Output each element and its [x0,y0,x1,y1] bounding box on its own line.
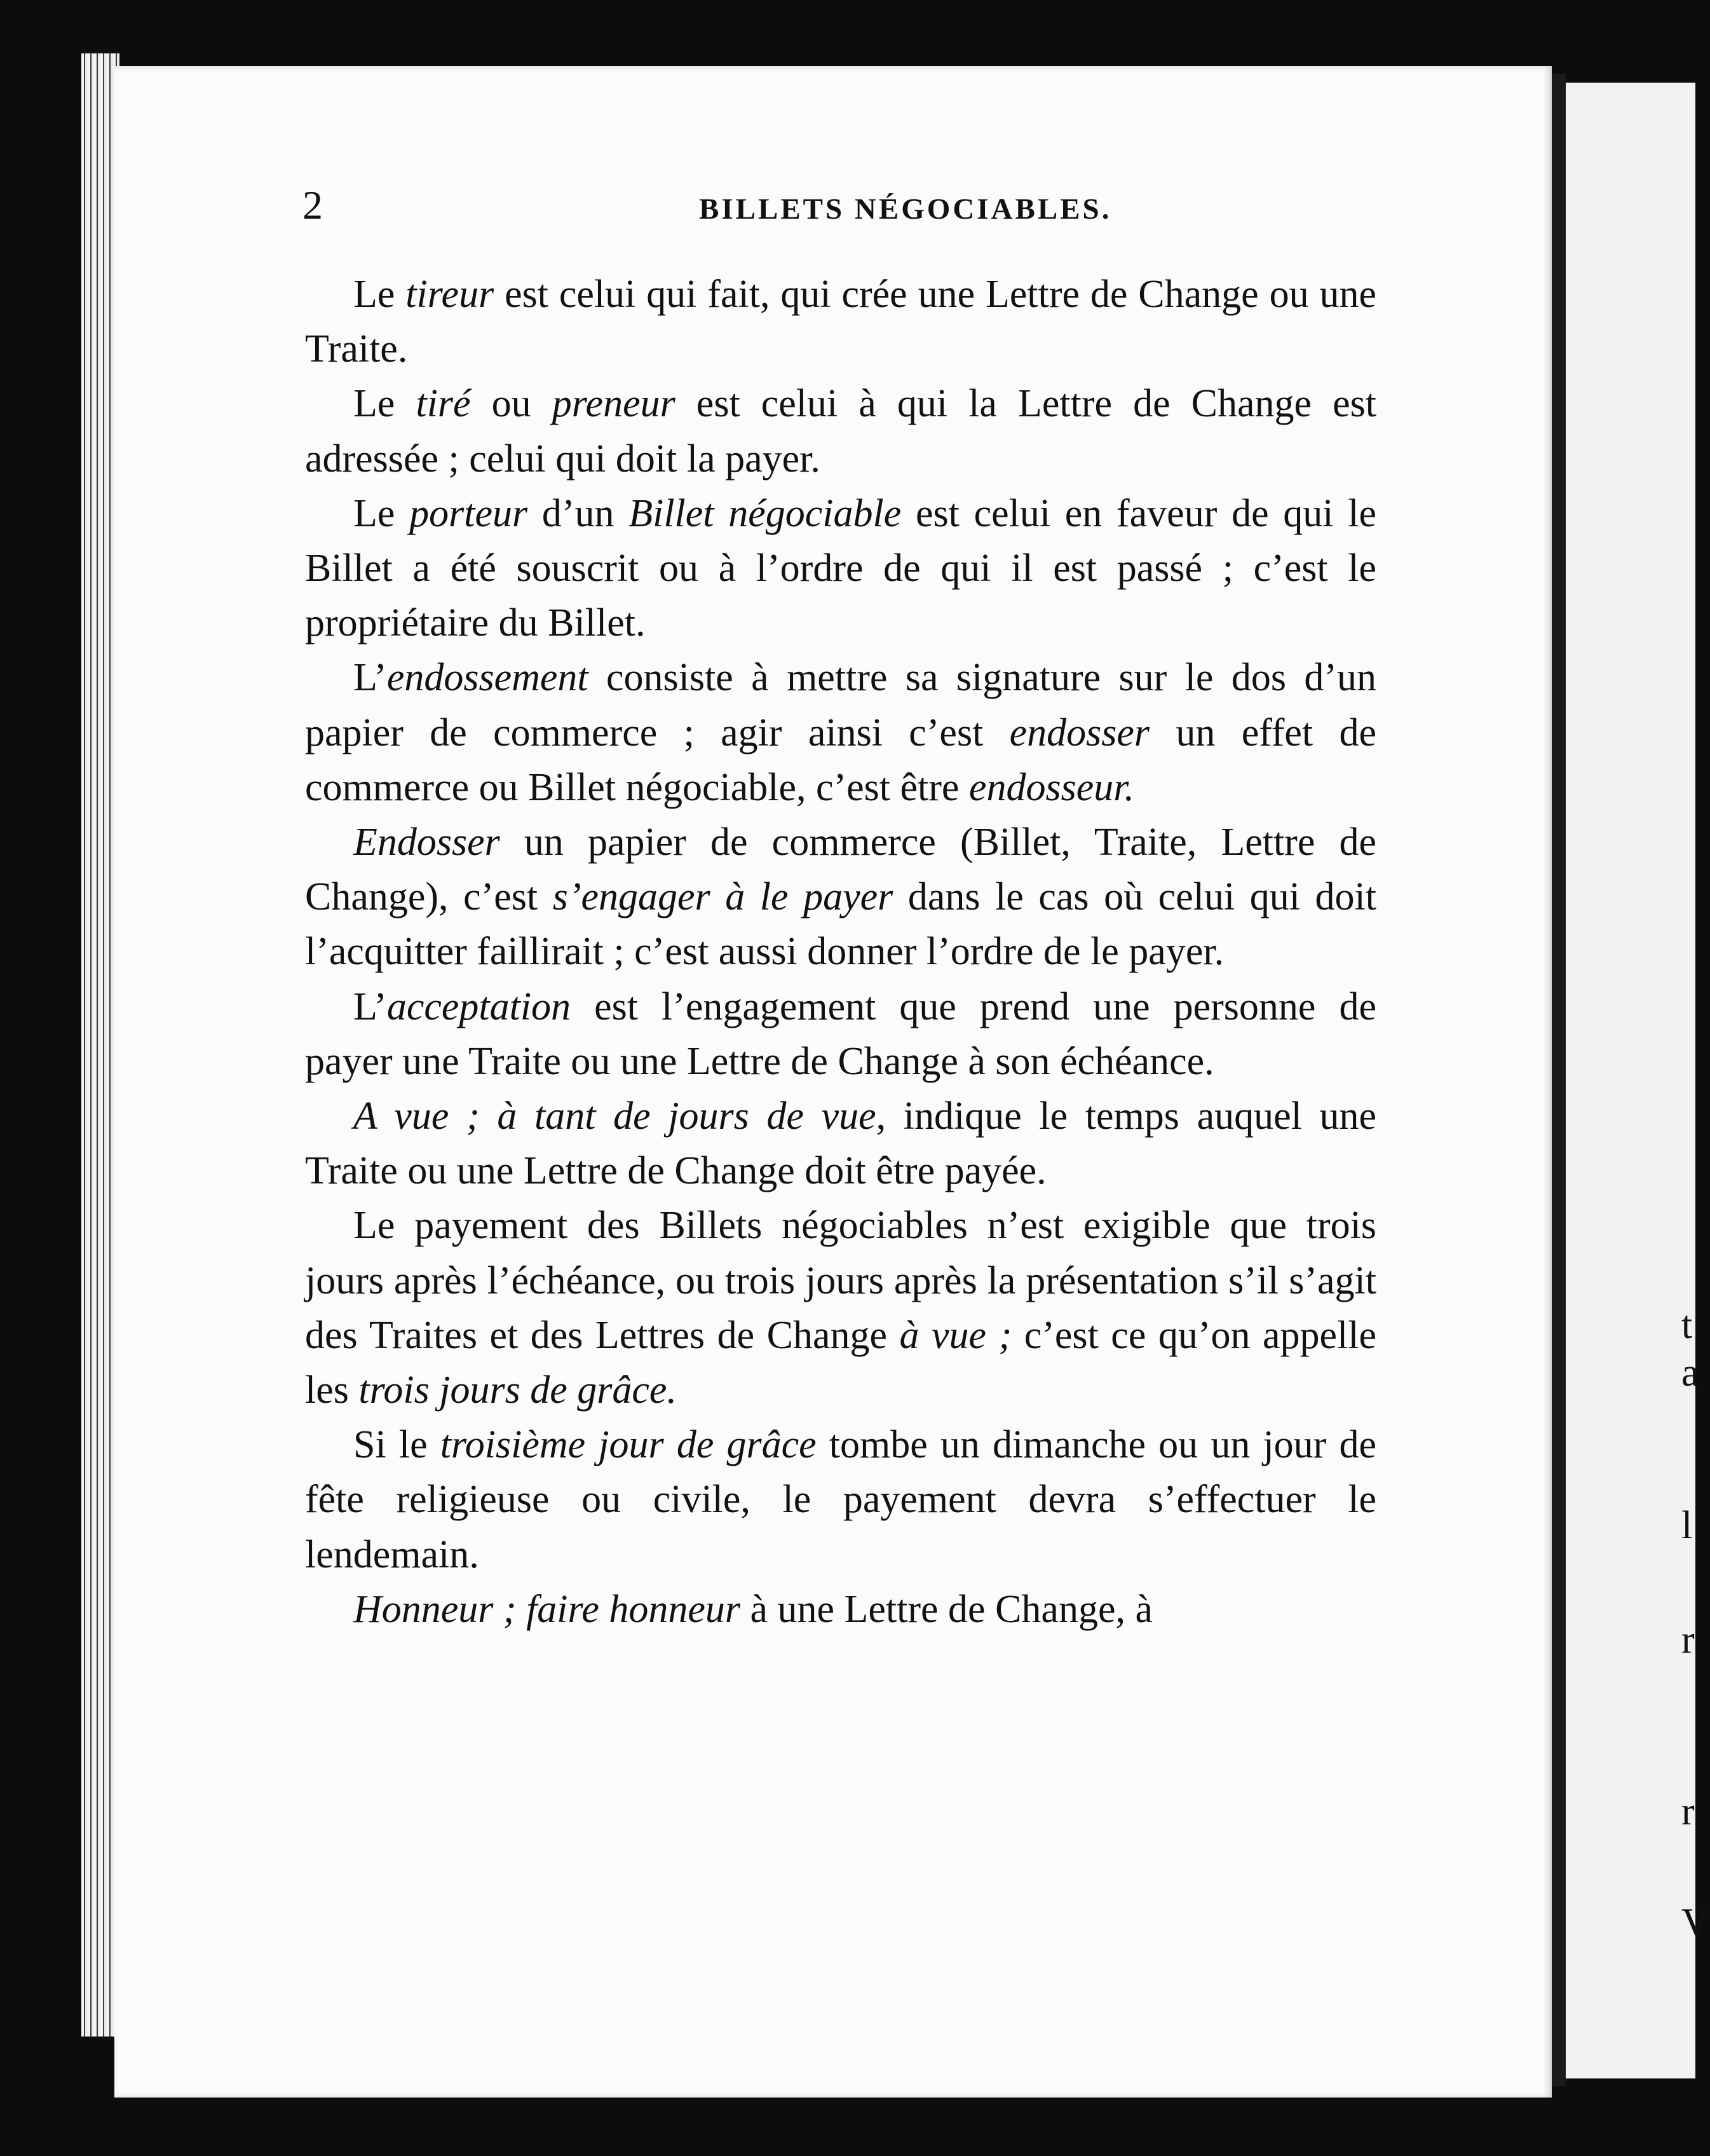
text-run: consiste à mettre sa signature sur le dos d’un papier de commerce ; agir ainsi c’est [305,656,1376,754]
italic-term: troisième jour de grâce [440,1423,817,1467]
paragraph [305,1417,1376,1582]
italic-term: à vue ; [899,1313,1012,1357]
edge-letter: a [1681,1351,1699,1395]
text-run: Le [353,273,406,316]
edge-letter: r [1681,1618,1695,1661]
italic-term: Billet négociable [628,491,902,535]
text-run: d’un [527,491,629,535]
paragraph [305,486,1376,651]
paragraph [305,650,1376,815]
text-run: Le [353,491,410,535]
paragraph [305,1582,1376,1637]
paragraph [305,267,1376,376]
text-run: à une Lettre de Change, à [740,1587,1153,1631]
paragraph [305,979,1376,1089]
italic-term: A vue ; à tant de jours de vue [353,1095,876,1138]
edge-letter: l [1681,1504,1693,1547]
text-run: Si le [353,1423,440,1467]
text-run: Le [353,382,416,426]
edge-letter: t [1681,1304,1693,1347]
italic-term: Honneur ; faire honneur [353,1587,741,1631]
page-header [191,182,1385,233]
paragraph [305,1089,1376,1198]
edge-letter: V [1681,1901,1710,1944]
italic-term: porteur [409,491,528,535]
page-number: 2 [302,182,323,228]
text-run: L’ [353,656,387,700]
text-run: c’est ce qu’on appelle les [305,1313,1377,1412]
italic-term: endosser [1009,711,1150,754]
italic-term: s’engager à le payer [552,875,893,919]
italic-term: tireur [405,273,494,316]
text-run: un effet de commerce ou Billet négociable, c’est être [305,711,1376,809]
text-run: tombe un dimanche ou un jour de fête religieuse ou civile, le payement devra s’effectuer le lendemain. [305,1423,1376,1576]
text-run: est celui à qui la Lettre de Change est adressée ; celui qui doit la payer. [305,382,1377,481]
paragraph [305,815,1376,979]
page-stack-edge [81,53,119,2037]
italic-term: Endosser [353,821,500,864]
italic-term: acceptation [386,985,571,1028]
italic-term: endossement [386,656,588,700]
paragraph [305,1198,1376,1417]
book-spine [1552,74,1566,2086]
italic-term: endosseur. [968,765,1134,809]
italic-term: trois jours de grâce. [358,1368,677,1412]
text-run: Le payement des Billets négociables n’est exigible que trois jours après l’échéance, ou trois jours après la présentation s’il s’agit des Traites et des Lettres de Change [305,1204,1376,1357]
running-title: BILLETS NÉGOCIABLES. [699,193,1112,226]
text-run: L’ [353,985,387,1028]
paragraph [305,376,1376,486]
text-run: , indique le temps auquel une Traite ou une Lettre de Change doit être payée. [305,1095,1377,1193]
text-run: est celui qui fait, qui crée une Lettre de Change ou une Traite. [305,273,1376,371]
italic-term: preneur [552,382,675,426]
text-run: est l’engagement que prend une personne de payer une Traite ou une Lettre de Change à son échéance. [305,985,1376,1083]
body-text [305,267,1376,1637]
text-run: dans le cas où celui qui doit l’acquitter faillirait ; c’est aussi donner l’ordre de le payer. [305,875,1376,974]
text-run: est celui en faveur de qui le Billet a été souscrit ou à l’ordre de qui il est passé ; c’est le propriétaire du Billet. [305,491,1376,645]
facing-page-edge [1566,83,1695,2078]
edge-letter: r [1681,1790,1695,1833]
italic-term: tiré [416,382,471,426]
text-run: ou [470,382,552,426]
text-run: un papier de commerce (Billet, Traite, Lettre de Change), c’est [305,821,1376,919]
